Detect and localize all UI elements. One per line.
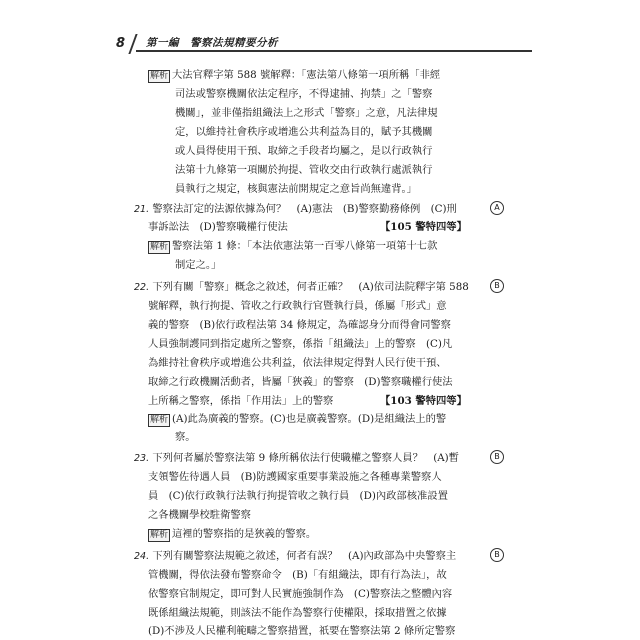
explanation-block1-line2: 機關」，並非僅指組織法上之形式「警察」之意，凡法律規 xyxy=(175,107,438,119)
header-rule xyxy=(136,50,532,52)
page-number: 8 xyxy=(116,36,126,51)
q22-source: 【103 警特四等】 xyxy=(380,395,467,407)
q21-explanation-line1: 制定之。」 xyxy=(175,259,222,271)
q22-line0: 22. 下列有關「警察」概念之敘述，何者正確？ (A)依司法院釋字第 588 xyxy=(134,281,469,293)
explanation-tag: 解析 xyxy=(150,71,169,81)
q23-line2: 員 (C)依行政執行法執行拘提管收之執行員 (D)內政部核准設置 xyxy=(148,490,448,502)
q23-line1: 支領警佐待遇人員 (B)防護國家重要事業設施之各種專業警察人 xyxy=(148,471,442,483)
q22-line5: 取締之行政機關活動者，皆屬「狹義」的警察 (D)警察職權行使法 xyxy=(148,376,453,388)
q21-number: 21. xyxy=(134,204,150,215)
explanation-block1-line0: 解析 大法官釋字第 588 號解釋：「憲法第八條第一項所稱「非經 xyxy=(150,69,441,81)
explanation-block1-line6: 員執行之規定，核與憲法前開規定之意旨尚無違背。」 xyxy=(175,183,417,195)
explanation-block1-line4: 或人員得使用干預、取締之手段者均屬之，是以行政執行 xyxy=(175,145,433,157)
q22-line4: 為維持社會秩序或增進公共利益，依法律規定得對人民行使干預、 xyxy=(148,357,447,369)
q21-line0: 21. 警察法訂定的法源依據為何？ (A)憲法 (B)警察勤務條例 (C)刑 xyxy=(134,203,457,215)
q23-line0: 23. 下列何者屬於警察法第 9 條所稱依法行使職權之警察人員？ (A)暫 xyxy=(134,452,459,464)
q22-line1: 號解釋，執行拘提、管收之行政執行官暨執行員，係屬「形式」意 xyxy=(148,300,447,312)
explanation-block1-line3: 定，以維持社會秩序或增進公共利益為目的，賦予其機關 xyxy=(175,126,433,138)
q22-line2: 義的警察 (B)依行政程法第 34 條規定，為確認身分而得會同警察 xyxy=(148,319,451,331)
explanation-tag: 解析 xyxy=(150,530,169,540)
q21-explanation-line0: 解析 警察法第 1 條：「本法依憲法第一百零八條第一項第十七款 xyxy=(150,240,438,252)
chapter-title: 第一編 警察法規精要分析 xyxy=(146,37,278,49)
q23-number: 23. xyxy=(134,453,150,464)
q21-line1: 事訴訟法 (D)警察職權行使法 xyxy=(148,221,288,233)
q24-line4: (D)不涉及人民權利範疇之警察措置，祇要在警察法第 2 條所定警察 xyxy=(148,625,456,637)
q22-explanation-line0: 解析 (A)此為廣義的警察。(C)也是廣義警察。(D)是組織法上的警 xyxy=(150,413,447,425)
explanation-tag: 解析 xyxy=(150,242,169,252)
q24-line1: 管機關，得依法發布警察命令 (B)「有組織法，即有行為法」，故 xyxy=(148,569,447,581)
explanation-tag: 解析 xyxy=(150,415,169,425)
q22-number: 22. xyxy=(134,282,150,293)
q24-line0: 24. 下列有關警察法規範之敘述，何者有誤？ (A)內政部為中央警察主 xyxy=(134,550,457,562)
q22-answer: B xyxy=(490,279,504,293)
page-header xyxy=(112,34,532,56)
q23-line3: 之各機關學校駐衛警察 xyxy=(148,509,251,521)
q24-line3: 既係組織法規範，則該法不能作為警察行使權限，採取措置之依據 xyxy=(148,607,447,619)
explanation-block1-line5: 法第十九條第一項關於拘提、管收交由行政執行處派執行 xyxy=(175,164,433,176)
q23-explanation-line0: 解析 這裡的警察指的是狹義的警察。 xyxy=(150,528,317,540)
q22-line3: 人員強制護同到指定處所之警察，係指「組織法」上的警察 (C)凡 xyxy=(148,338,453,350)
q22-explanation-line1: 察。 xyxy=(175,431,196,443)
q21-answer: A xyxy=(490,201,504,215)
q24-number: 24. xyxy=(134,551,150,562)
explanation-block1-line1: 司法或警察機關依法定程序，不得逮捕、拘禁」之「警察 xyxy=(175,88,433,100)
q21-source: 【105 警特四等】 xyxy=(380,221,467,233)
q24-line2: 依警察官制規定，即可對人民實施強制作為 (C)警察法之整體內容 xyxy=(148,588,453,600)
q23-answer: B xyxy=(490,450,504,464)
q22-line6: 上所稱之警察，係指「作用法」上的警察 xyxy=(148,395,334,407)
q24-answer: B xyxy=(490,548,504,562)
